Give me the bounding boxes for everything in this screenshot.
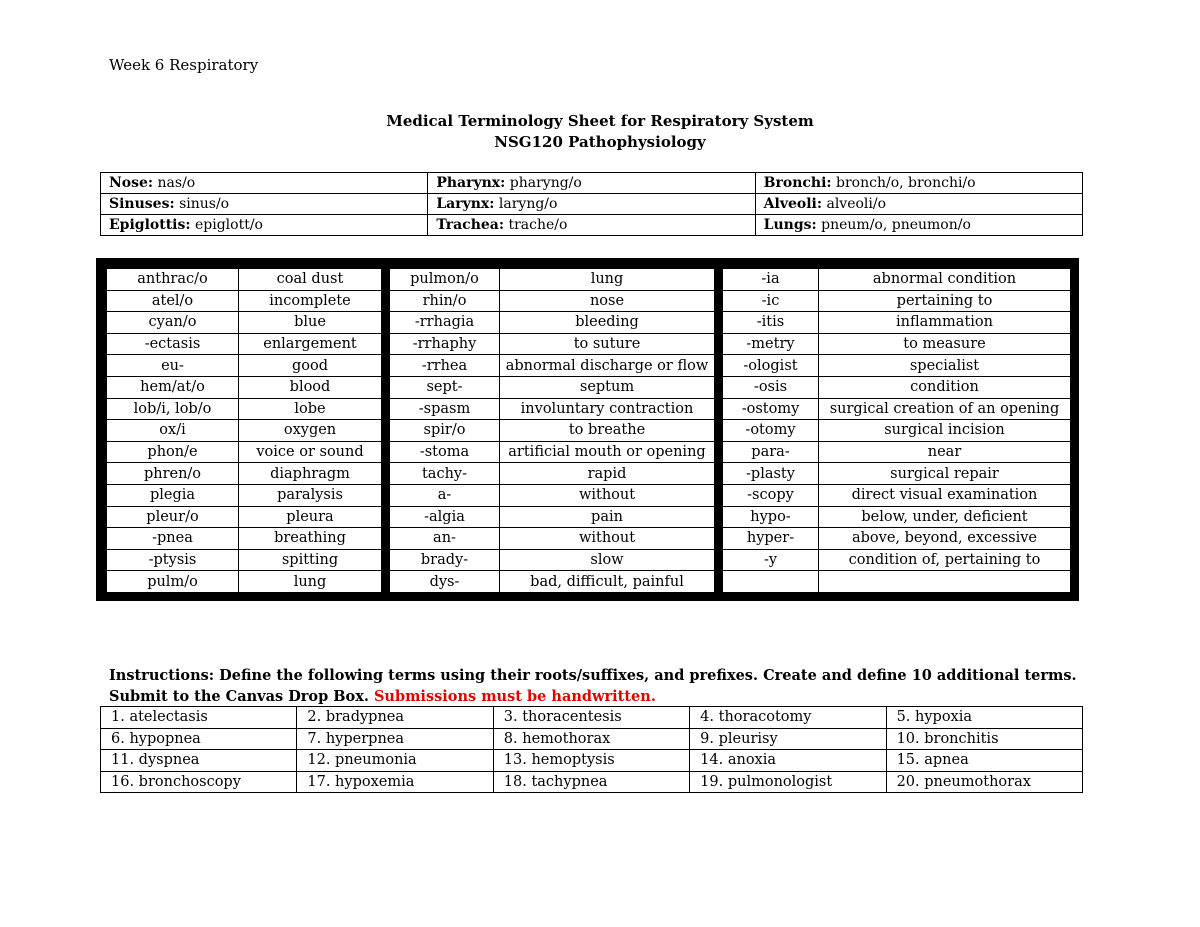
instructions-warning: Submissions must be handwritten.: [373, 688, 656, 705]
term-meaning: below, under, deficient: [819, 506, 1071, 528]
term-meaning: blood: [239, 376, 382, 398]
column-divider: [715, 484, 723, 506]
term-meaning: inflammation: [819, 312, 1071, 334]
assignment-row: [101, 750, 1083, 772]
assignment-term: 19. pulmonologist: [690, 771, 886, 793]
organ-label: Trachea:: [436, 217, 505, 233]
term-root: atel/o: [107, 290, 239, 312]
term-root: pleur/o: [107, 506, 239, 528]
term-root: -osis: [723, 376, 819, 398]
assignment-term: 2. bradypnea: [297, 707, 493, 729]
term-meaning: surgical creation of an opening: [819, 398, 1071, 420]
term-root: brady-: [390, 549, 500, 571]
assignment-term: 13. hemoptysis: [493, 750, 689, 772]
term-root: [723, 571, 819, 593]
term-row: [107, 333, 1071, 355]
term-meaning: enlargement: [239, 333, 382, 355]
term-root: pulmon/o: [390, 269, 500, 291]
term-root: eu-: [107, 355, 239, 377]
term-root: -rrhaphy: [390, 333, 500, 355]
term-root: -otomy: [723, 420, 819, 442]
organ-row: [101, 215, 1083, 236]
term-root: -algia: [390, 506, 500, 528]
term-row: [107, 398, 1071, 420]
column-divider: [382, 290, 390, 312]
term-meaning: pertaining to: [819, 290, 1071, 312]
term-root: -plasty: [723, 463, 819, 485]
column-divider: [382, 376, 390, 398]
term-row: [107, 441, 1071, 463]
term-row: [107, 312, 1071, 334]
column-divider: [382, 269, 390, 291]
column-divider: [382, 549, 390, 571]
column-divider: [382, 506, 390, 528]
term-root: -spasm: [390, 398, 500, 420]
organ-cell: [755, 215, 1082, 236]
organ-root: trache/o: [504, 217, 568, 233]
term-meaning: oxygen: [239, 420, 382, 442]
term-meaning: without: [500, 484, 715, 506]
term-root: -rrhagia: [390, 312, 500, 334]
assignment-term: 5. hypoxia: [886, 707, 1082, 729]
organ-root: pneum/o, pneumon/o: [816, 217, 971, 233]
assignment-term: 1. atelectasis: [101, 707, 297, 729]
organ-root: pharyng/o: [505, 175, 582, 191]
column-divider: [382, 441, 390, 463]
term-meaning: to measure: [819, 333, 1071, 355]
assignment-term: 4. thoracotomy: [690, 707, 886, 729]
organ-label: Epiglottis:: [109, 217, 191, 233]
organ-label: Alveoli:: [763, 196, 823, 212]
assignment-term: 6. hypopnea: [101, 728, 297, 750]
organ-cell: [101, 215, 428, 236]
term-root: -metry: [723, 333, 819, 355]
organ-cell: [101, 173, 428, 194]
term-row: [107, 571, 1071, 593]
assignment-term: 11. dyspnea: [101, 750, 297, 772]
term-root: -itis: [723, 312, 819, 334]
assignment-term: 10. bronchitis: [886, 728, 1082, 750]
document-header: Week 6 Respiratory: [109, 56, 259, 74]
term-root: ox/i: [107, 420, 239, 442]
term-row: [107, 376, 1071, 398]
term-meaning: septum: [500, 376, 715, 398]
organ-root: bronch/o, bronchi/o: [831, 175, 976, 191]
term-meaning: above, beyond, excessive: [819, 528, 1071, 550]
term-meaning: lobe: [239, 398, 382, 420]
assignment-term: 3. thoracentesis: [493, 707, 689, 729]
term-meaning: artificial mouth or opening: [500, 441, 715, 463]
assignment-term: 14. anoxia: [690, 750, 886, 772]
assignment-term: 20. pneumothorax: [886, 771, 1082, 793]
term-root: lob/i, lob/o: [107, 398, 239, 420]
term-meaning: paralysis: [239, 484, 382, 506]
term-meaning: without: [500, 528, 715, 550]
column-divider: [715, 376, 723, 398]
organ-label: Lungs:: [763, 217, 817, 233]
column-divider: [382, 571, 390, 593]
organ-cell: [101, 194, 428, 215]
term-root: tachy-: [390, 463, 500, 485]
term-root: cyan/o: [107, 312, 239, 334]
term-root: anthrac/o: [107, 269, 239, 291]
page-title: Medical Terminology Sheet for Respiratory System: [386, 112, 814, 130]
term-root: plegia: [107, 484, 239, 506]
organ-label: Bronchi:: [763, 175, 832, 191]
term-meaning: [819, 571, 1071, 593]
term-root: -ologist: [723, 355, 819, 377]
term-root: phren/o: [107, 463, 239, 485]
term-meaning: to suture: [500, 333, 715, 355]
term-meaning: surgical incision: [819, 420, 1071, 442]
term-root: spir/o: [390, 420, 500, 442]
term-meaning: abnormal condition: [819, 269, 1071, 291]
column-divider: [382, 333, 390, 355]
course-title: NSG120 Pathophysiology: [494, 133, 706, 151]
term-meaning: lung: [500, 269, 715, 291]
organ-root: epiglott/o: [190, 217, 263, 233]
organ-row: [101, 194, 1083, 215]
assignment-term: 18. tachypnea: [493, 771, 689, 793]
term-meaning: coal dust: [239, 269, 382, 291]
column-divider: [382, 355, 390, 377]
term-meaning: diaphragm: [239, 463, 382, 485]
instructions: [109, 665, 1099, 707]
organ-cell: [428, 215, 755, 236]
terms-table: [106, 268, 1071, 593]
assignment-term: 17. hypoxemia: [297, 771, 493, 793]
column-divider: [715, 463, 723, 485]
term-row: [107, 355, 1071, 377]
organ-label: Larynx:: [436, 196, 495, 212]
term-meaning: voice or sound: [239, 441, 382, 463]
term-root: -rrhea: [390, 355, 500, 377]
term-root: hypo-: [723, 506, 819, 528]
term-meaning: surgical repair: [819, 463, 1071, 485]
term-root: phon/e: [107, 441, 239, 463]
term-meaning: near: [819, 441, 1071, 463]
column-divider: [382, 420, 390, 442]
column-divider: [715, 441, 723, 463]
column-divider: [715, 571, 723, 593]
assignment-row: [101, 728, 1083, 750]
organ-cell: [755, 194, 1082, 215]
column-divider: [382, 463, 390, 485]
organ-roots-table: [100, 172, 1083, 236]
column-divider: [715, 549, 723, 571]
term-row: [107, 549, 1071, 571]
column-divider: [715, 333, 723, 355]
term-row: [107, 269, 1071, 291]
term-meaning: involuntary contraction: [500, 398, 715, 420]
term-root: -ectasis: [107, 333, 239, 355]
term-meaning: condition: [819, 376, 1071, 398]
column-divider: [382, 398, 390, 420]
column-divider: [715, 528, 723, 550]
column-divider: [715, 312, 723, 334]
term-root: pulm/o: [107, 571, 239, 593]
term-meaning: incomplete: [239, 290, 382, 312]
term-root: dys-: [390, 571, 500, 593]
term-root: a-: [390, 484, 500, 506]
term-meaning: rapid: [500, 463, 715, 485]
organ-root: nas/o: [153, 175, 196, 191]
term-meaning: spitting: [239, 549, 382, 571]
assignment-row: [101, 771, 1083, 793]
term-meaning: condition of, pertaining to: [819, 549, 1071, 571]
column-divider: [715, 290, 723, 312]
instructions-text: Instructions: Define the following terms using their roots/suffixes, and prefixes. Create and define 10 additional terms. Submit to the Canvas Drop Box.: [109, 667, 1077, 705]
column-divider: [382, 528, 390, 550]
organ-cell: [428, 173, 755, 194]
column-divider: [715, 398, 723, 420]
term-meaning: to breathe: [500, 420, 715, 442]
term-meaning: bleeding: [500, 312, 715, 334]
term-meaning: bad, difficult, painful: [500, 571, 715, 593]
assignment-term: 8. hemothorax: [493, 728, 689, 750]
term-root: -ic: [723, 290, 819, 312]
organ-row: [101, 173, 1083, 194]
organ-cell: [428, 194, 755, 215]
term-meaning: abnormal discharge or flow: [500, 355, 715, 377]
term-meaning: pleura: [239, 506, 382, 528]
term-root: an-: [390, 528, 500, 550]
term-root: -y: [723, 549, 819, 571]
organ-root: alveoli/o: [822, 196, 887, 212]
term-root: hyper-: [723, 528, 819, 550]
term-meaning: specialist: [819, 355, 1071, 377]
term-root: para-: [723, 441, 819, 463]
title-block: [0, 111, 1200, 153]
assignment-term: 7. hyperpnea: [297, 728, 493, 750]
term-row: [107, 420, 1071, 442]
term-row: [107, 484, 1071, 506]
organ-label: Sinuses:: [109, 196, 175, 212]
term-root: -ostomy: [723, 398, 819, 420]
assignment-terms-table: [100, 706, 1083, 793]
term-root: -pnea: [107, 528, 239, 550]
term-meaning: nose: [500, 290, 715, 312]
term-meaning: blue: [239, 312, 382, 334]
term-root: rhin/o: [390, 290, 500, 312]
term-root: sept-: [390, 376, 500, 398]
term-row: [107, 506, 1071, 528]
term-row: [107, 528, 1071, 550]
assignment-term: 15. apnea: [886, 750, 1082, 772]
term-meaning: good: [239, 355, 382, 377]
term-root: -scopy: [723, 484, 819, 506]
assignment-row: [101, 707, 1083, 729]
assignment-term: 9. pleurisy: [690, 728, 886, 750]
column-divider: [382, 484, 390, 506]
column-divider: [715, 420, 723, 442]
column-divider: [715, 269, 723, 291]
organ-label: Nose:: [109, 175, 154, 191]
organ-root: laryng/o: [494, 196, 558, 212]
term-root: -ptysis: [107, 549, 239, 571]
term-row: [107, 290, 1071, 312]
term-meaning: slow: [500, 549, 715, 571]
column-divider: [382, 312, 390, 334]
organ-root: sinus/o: [174, 196, 230, 212]
term-root: hem/at/o: [107, 376, 239, 398]
organ-cell: [755, 173, 1082, 194]
assignment-term: 12. pneumonia: [297, 750, 493, 772]
term-root: -ia: [723, 269, 819, 291]
assignment-term: 16. bronchoscopy: [101, 771, 297, 793]
column-divider: [715, 506, 723, 528]
term-row: [107, 463, 1071, 485]
term-meaning: pain: [500, 506, 715, 528]
term-meaning: direct visual examination: [819, 484, 1071, 506]
term-meaning: lung: [239, 571, 382, 593]
organ-label: Pharynx:: [436, 175, 506, 191]
term-meaning: breathing: [239, 528, 382, 550]
term-root: -stoma: [390, 441, 500, 463]
column-divider: [715, 355, 723, 377]
